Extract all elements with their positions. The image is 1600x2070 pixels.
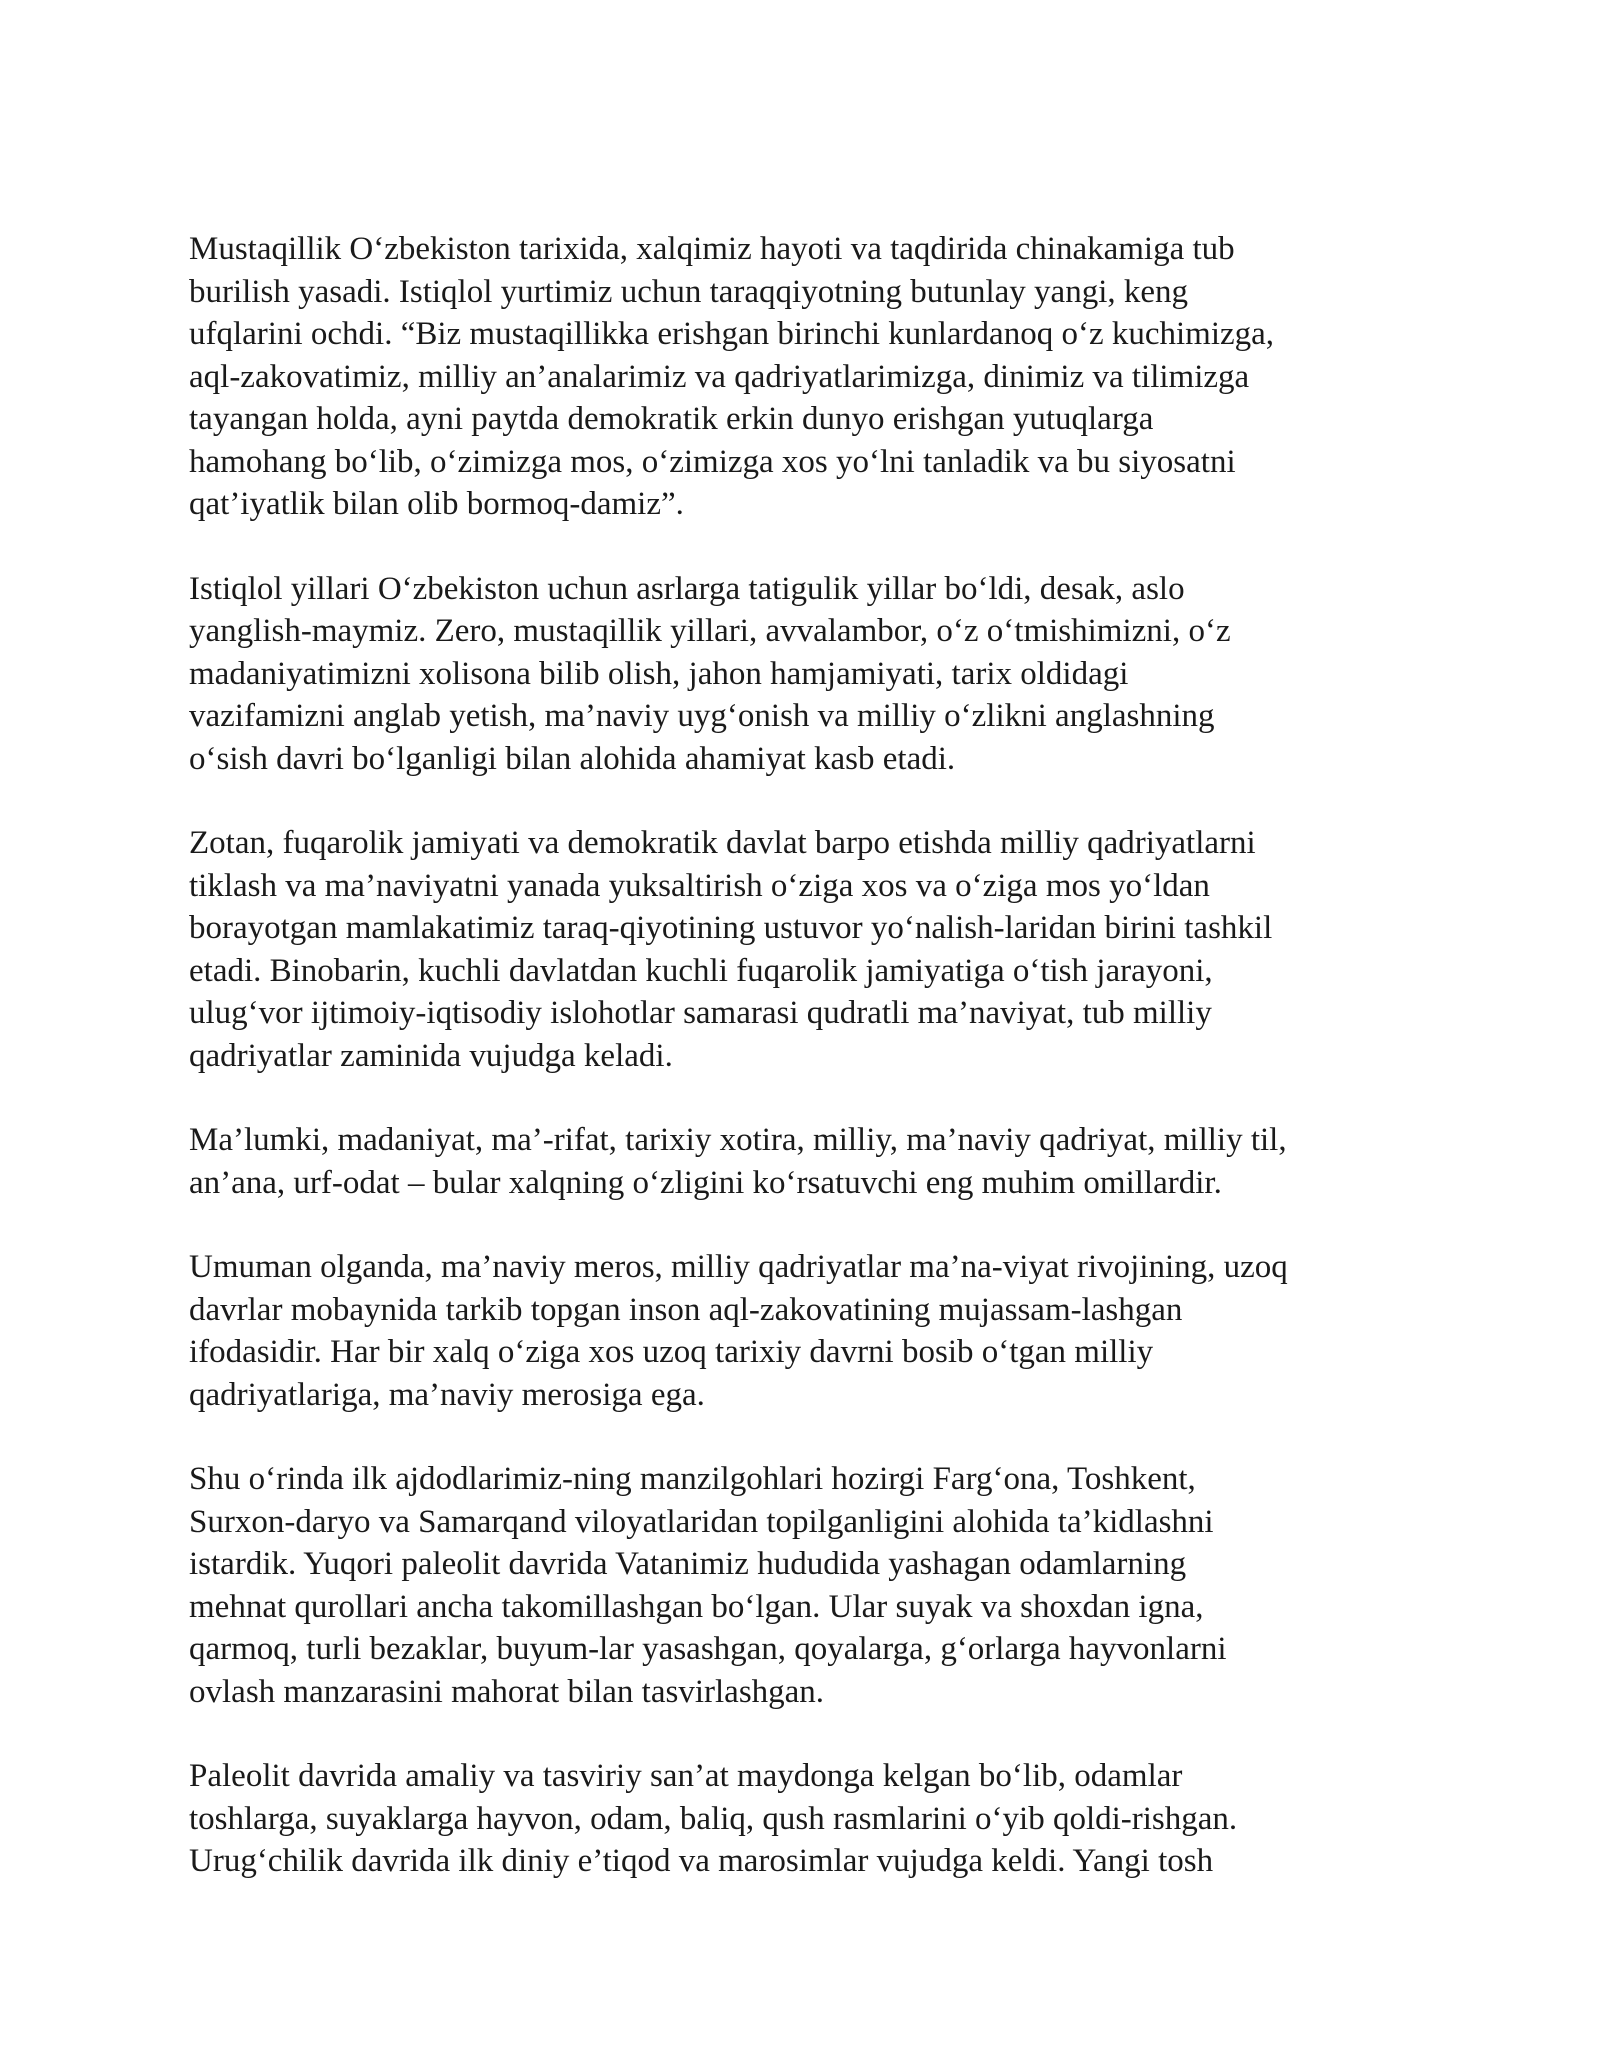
text-line: tiklash va ma’naviyatni yanada yuksaltirish o‘ziga xos va o‘ziga mos yo‘ldan [189, 867, 1210, 904]
paragraph-4 [189, 1119, 1429, 1204]
text-line: mehnat qurollari ancha takomillashgan bo‘lgan. Ular suyak va shoxdan igna, [189, 1588, 1204, 1625]
text-line: burilish yasadi. Istiqlol yurtimiz uchun taraqqiyotning butunlay yangi, keng [189, 273, 1189, 310]
paragraph-3 [189, 822, 1429, 1077]
text-line: tayangan holda, ayni paytda demokratik erkin dunyo erishgan yutuqlarga [189, 401, 1154, 437]
text-line: borayotgan mamlakatimiz taraq-qiyotining ustuvor yo‘nalish-laridan birini tashkil [189, 910, 1273, 946]
text-line: qat’iyatlik bilan olib bormoq-damiz”. [189, 486, 684, 522]
text-line: ulug‘vor ijtimoiy-iqtisodiy islohotlar samarasi qudratli ma’naviyat, tub milliy [189, 995, 1212, 1031]
text-line: Ma’lumki, madaniyat, ma’-rifat, tarixiy xotira, milliy, ma’naviy qadriyat, milliy til, [189, 1122, 1287, 1158]
text-line: toshlarga, suyaklarga hayvon, odam, baliq, qush rasmlarini o‘yib qoldi-rishgan. [189, 1800, 1238, 1837]
text-line: davrlar mobaynida tarkib topgan inson aql-zakovatining mujassam-lashgan [189, 1291, 1183, 1328]
text-line: Umuman olganda, ma’naviy meros, milliy qadriyatlar ma’na-viyat rivojining, uzoq [189, 1249, 1288, 1285]
text-line: Surxon-daryo va Samarqand viloyatlaridan topilganligini alohida ta’kidlashni [189, 1503, 1214, 1540]
paragraph-2 [189, 568, 1429, 781]
text-line: qarmoq, turli bezaklar, buyum-lar yasashgan, qoyalarga, g‘orlarga hayvonlarni [189, 1631, 1227, 1667]
text-line: Istiqlol yillari O‘zbekiston uchun asrlarga tatigulik yillar bo‘ldi, desak, aslo [189, 570, 1185, 607]
text-line: yanglish-maymiz. Zero, mustaqillik yillari, avvalambor, o‘z o‘tmishimizni, o‘z [189, 613, 1231, 649]
text-line: hamohang bo‘lib, o‘zimizga mos, o‘zimizga xos yo‘lni tanladik va bu siyosatni [189, 443, 1236, 480]
text-line: Mustaqillik O‘zbekiston tarixida, xalqimiz hayoti va taqdirida chinakamiga tub [189, 231, 1235, 267]
text-line: ifodasidir. Har bir xalq o‘ziga xos uzoq tarixiy davrni bosib o‘tgan milliy [189, 1334, 1154, 1370]
text-line: ovlash manzarasini mahorat bilan tasvirlashgan. [189, 1673, 825, 1710]
text-line: etadi. Binobarin, kuchli davlatdan kuchli fuqarolik jamiyatiga o‘tish jarayoni, [189, 952, 1213, 989]
document-body [189, 228, 1429, 1925]
text-line: vazifamizni anglab yetish, ma’naviy uyg‘onish va milliy o‘zlikni anglashning [189, 698, 1215, 734]
paragraph-1 [189, 228, 1429, 526]
text-line: Urug‘chilik davrida ilk diniy e’tiqod va marosimlar vujudga keldi. Yangi tosh [189, 1843, 1214, 1879]
paragraph-6 [189, 1458, 1429, 1713]
text-line: o‘sish davri bo‘lganligi bilan alohida ahamiyat kasb etadi. [189, 740, 956, 777]
text-line: ufqlarini ochdi. “Biz mustaqillikka erishgan birinchi kunlardanoq o‘z kuchimizga, [189, 316, 1275, 352]
paragraph-7 [189, 1755, 1429, 1883]
text-line: Paleolit davrida amaliy va tasviriy san’at maydonga kelgan bo‘lib, odamlar [189, 1758, 1183, 1794]
text-line: madaniyatimizni xolisona bilib olish, jahon hamjamiyati, tarix oldidagi [189, 655, 1129, 692]
text-line: qadriyatlariga, ma’naviy merosiga ega. [189, 1376, 705, 1413]
text-line: aql-zakovatimiz, milliy an’analarimiz va qadriyatlarimizga, dinimiz va tilimizga [189, 358, 1250, 395]
paragraph-5 [189, 1246, 1429, 1416]
text-line: Zotan, fuqarolik jamiyati va demokratik davlat barpo etishda milliy qadriyatlarni [189, 825, 1256, 861]
text-line: an’ana, urf-odat – bular xalqning o‘zligini ko‘rsatuvchi eng muhim omillardir. [189, 1164, 1222, 1201]
text-line: Shu o‘rinda ilk ajdodlarimiz-ning manzilgohlari hozirgi Farg‘ona, Toshkent, [189, 1461, 1196, 1497]
text-line: qadriyatlar zaminida vujudga keladi. [189, 1037, 673, 1074]
text-line: istardik. Yuqori paleolit davrida Vatanimiz hududida yashagan odamlarning [189, 1546, 1187, 1582]
